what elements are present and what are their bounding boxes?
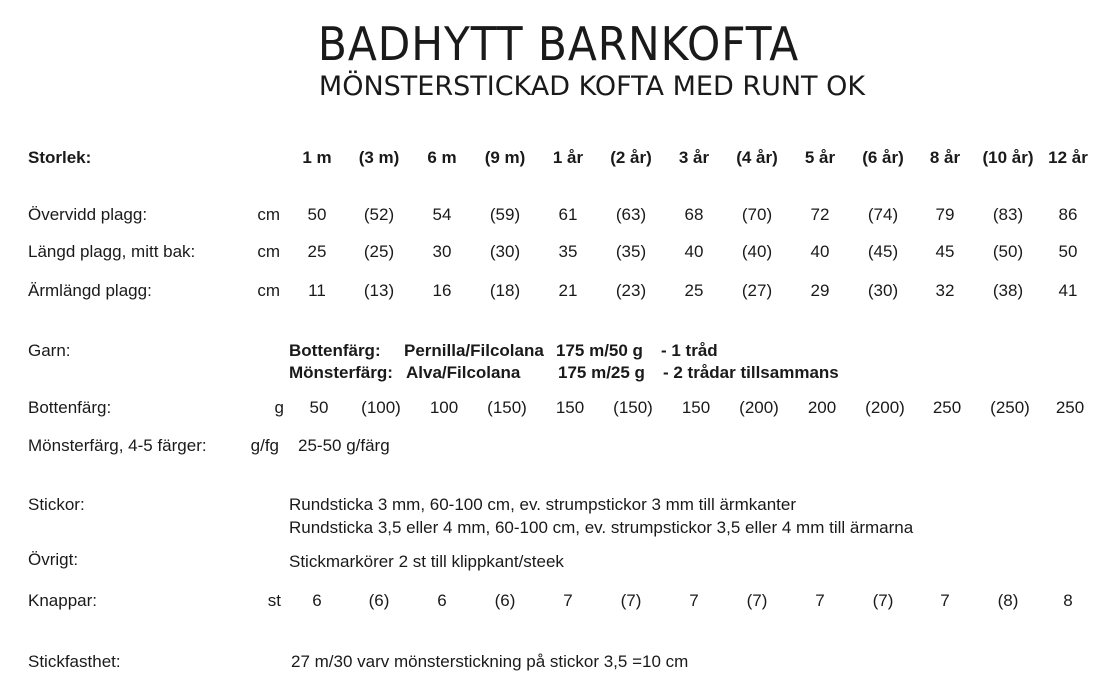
length-value-9: (45)	[867, 242, 899, 261]
measure-label-sleeve: Ärmlängd plagg:	[28, 281, 152, 300]
size-header-3: (9 m)	[484, 148, 526, 167]
chest-value-6: 68	[684, 205, 704, 224]
buttons-label: Knappar:	[28, 591, 97, 610]
length-value-6: 40	[684, 242, 704, 261]
chest-value-12: 86	[1058, 205, 1078, 224]
base-color-value-3: (150)	[487, 398, 527, 417]
sizes-label: Storlek:	[28, 148, 92, 167]
buttons-value-4: 7	[563, 591, 573, 610]
base-color-value-4: 150	[555, 398, 585, 417]
base-color-value-1: (100)	[361, 398, 401, 417]
size-header-4: 1 år	[552, 148, 584, 167]
base-color-value-0: 50	[309, 398, 329, 417]
yarn-weight-base: 175 m/50 g	[556, 341, 643, 360]
chest-value-1: (52)	[363, 205, 395, 224]
base-color-value-9: (200)	[865, 398, 905, 417]
chest-value-11: (83)	[992, 205, 1024, 224]
buttons-value-8: 7	[815, 591, 825, 610]
buttons-value-1: (6)	[368, 591, 390, 610]
chest-value-7: (70)	[741, 205, 773, 224]
yarn-type-pattern: Mönsterfärg:	[289, 363, 393, 382]
chest-value-5: (63)	[615, 205, 647, 224]
base-color-value-8: 200	[807, 398, 837, 417]
base-color-value-2: 100	[429, 398, 459, 417]
pattern-color-label: Mönsterfärg, 4-5 färger:	[28, 436, 207, 455]
pattern-title: BADHYTT BARNKOFTA	[317, 17, 800, 71]
measure-unit-sleeve: cm	[257, 281, 280, 300]
base-color-value-5: (150)	[613, 398, 653, 417]
sleeve-value-11: (38)	[992, 281, 1024, 300]
measure-label-chest: Övervidd plagg:	[28, 205, 148, 224]
pattern-subtitle: MÖNSTERSTICKAD KOFTA MED RUNT OK	[318, 71, 866, 102]
measure-unit-length: cm	[257, 242, 280, 261]
length-value-0: 25	[307, 242, 327, 261]
yarn-label: Garn:	[28, 341, 71, 360]
base-color-value-12: 250	[1055, 398, 1085, 417]
yarn-name-pattern: Alva/Filcolana	[406, 363, 521, 382]
chest-value-3: (59)	[489, 205, 521, 224]
buttons-value-2: 6	[437, 591, 447, 610]
size-header-7: (4 år)	[736, 148, 778, 167]
needles-line-1: Rundsticka 3 mm, 60-100 cm, ev. strumpstickor 3 mm till ärmkanter	[289, 495, 796, 514]
buttons-value-10: 7	[940, 591, 950, 610]
size-header-6: 3 år	[678, 148, 710, 167]
sleeve-value-3: (18)	[489, 281, 521, 300]
measure-unit-chest: cm	[257, 205, 280, 224]
buttons-value-6: 7	[689, 591, 699, 610]
buttons-unit: st	[267, 591, 281, 610]
length-value-8: 40	[810, 242, 830, 261]
sleeve-value-4: 21	[558, 281, 578, 300]
buttons-value-12: 8	[1063, 591, 1073, 610]
gauge-label: Stickfasthet:	[28, 652, 121, 671]
buttons-value-9: (7)	[872, 591, 894, 610]
buttons-value-5: (7)	[620, 591, 642, 610]
other-text: Stickmarkörer 2 st till klippkant/steek	[289, 552, 564, 571]
yarn-weight-pattern: 175 m/25 g	[558, 363, 645, 382]
base-color-unit: g	[274, 398, 284, 417]
buttons-value-3: (6)	[494, 591, 516, 610]
chest-value-9: (74)	[867, 205, 899, 224]
chest-value-10: 79	[935, 205, 955, 224]
length-value-3: (30)	[489, 242, 521, 261]
base-color-value-6: 150	[681, 398, 711, 417]
sleeve-value-8: 29	[810, 281, 830, 300]
sleeve-value-0: 11	[308, 281, 326, 300]
sleeve-value-7: (27)	[741, 281, 773, 300]
base-color-value-7: (200)	[739, 398, 779, 417]
size-header-2: 6 m	[427, 148, 457, 167]
sleeve-value-6: 25	[684, 281, 704, 300]
length-value-4: 35	[558, 242, 578, 261]
length-value-10: 45	[935, 242, 955, 261]
base-color-value-10: 250	[932, 398, 962, 417]
measure-label-length: Längd plagg, mitt bak:	[28, 242, 196, 261]
chest-value-8: 72	[810, 205, 830, 224]
buttons-value-7: (7)	[746, 591, 768, 610]
length-value-2: 30	[432, 242, 452, 261]
needles-label: Stickor:	[28, 495, 85, 514]
base-color-label: Bottenfärg:	[28, 398, 112, 417]
sleeve-value-5: (23)	[615, 281, 647, 300]
base-color-value-11: (250)	[990, 398, 1030, 417]
length-value-11: (50)	[992, 242, 1024, 261]
length-value-12: 50	[1058, 242, 1078, 261]
sleeve-value-1: (13)	[363, 281, 395, 300]
size-header-0: 1 m	[302, 148, 332, 167]
length-value-5: (35)	[615, 242, 647, 261]
sleeve-value-12: 41	[1058, 281, 1078, 300]
chest-value-0: 50	[307, 205, 327, 224]
length-value-1: (25)	[363, 242, 395, 261]
size-header-9: (6 år)	[862, 148, 904, 167]
gauge-text: 27 m/30 varv mönsterstickning på stickor 3,5 =10 cm	[291, 652, 689, 671]
chest-value-4: 61	[558, 205, 578, 224]
chest-value-2: 54	[432, 205, 452, 224]
other-label: Övrigt:	[28, 550, 79, 569]
size-header-10: 8 år	[929, 148, 961, 167]
size-header-11: (10 år)	[982, 148, 1034, 167]
yarn-strands-base: - 1 tråd	[661, 341, 718, 360]
size-header-8: 5 år	[804, 148, 836, 167]
size-header-5: (2 år)	[610, 148, 652, 167]
buttons-value-0: 6	[312, 591, 322, 610]
sleeve-value-9: (30)	[867, 281, 899, 300]
size-header-12: 12 år	[1048, 148, 1088, 167]
length-value-7: (40)	[741, 242, 773, 261]
needles-line-2: Rundsticka 3,5 eller 4 mm, 60-100 cm, ev. strumpstickor 3,5 eller 4 mm till ärmarna	[289, 518, 914, 537]
pattern-color-amount: 25-50 g/färg	[298, 436, 390, 455]
size-header-1: (3 m)	[358, 148, 400, 167]
yarn-type-base: Bottenfärg:	[289, 341, 381, 360]
yarn-name-base: Pernilla/Filcolana	[404, 341, 544, 360]
yarn-strands-pattern: - 2 trådar tillsammans	[663, 363, 839, 382]
buttons-value-11: (8)	[997, 591, 1019, 610]
sleeve-value-2: 16	[432, 281, 452, 300]
pattern-color-unit: g/fg	[250, 436, 279, 455]
sleeve-value-10: 32	[935, 281, 955, 300]
